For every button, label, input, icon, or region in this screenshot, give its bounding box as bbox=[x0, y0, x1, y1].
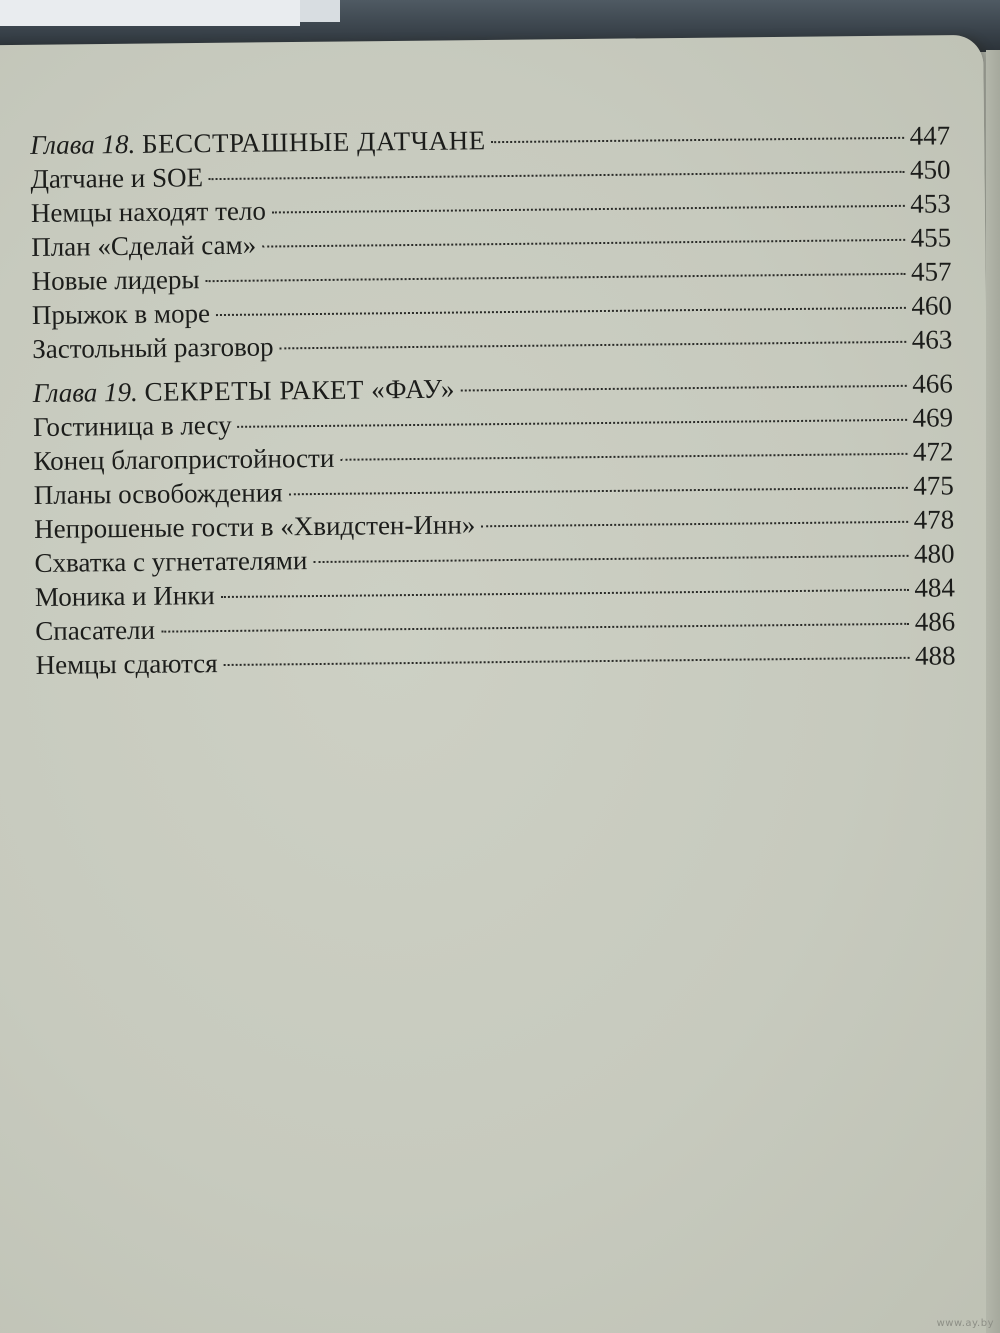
page-number: 450 bbox=[909, 154, 951, 185]
dot-leader bbox=[221, 589, 909, 598]
page-number: 484 bbox=[914, 572, 956, 603]
section-title: Планы освобождения bbox=[33, 477, 283, 510]
dot-leader bbox=[280, 341, 906, 350]
background-white-object bbox=[0, 0, 300, 26]
section-title: Немцы находят тело bbox=[30, 195, 267, 228]
dot-leader bbox=[492, 137, 904, 143]
background-gray-object bbox=[300, 0, 340, 22]
page-edge bbox=[986, 50, 1000, 1333]
chapter-heading: СЕКРЕТЫ РАКЕТ «ФАУ» bbox=[144, 373, 456, 407]
page-number: 480 bbox=[913, 538, 955, 569]
section-title: Моника и Инки bbox=[34, 580, 215, 612]
dot-leader bbox=[238, 419, 907, 428]
page-number: 469 bbox=[912, 402, 954, 433]
table-of-contents bbox=[30, 118, 956, 682]
page-number: 457 bbox=[910, 256, 952, 287]
page-number: 466 bbox=[912, 368, 953, 399]
page-number: 486 bbox=[914, 606, 956, 637]
section-title: Новые лидеры bbox=[31, 264, 200, 296]
dot-leader bbox=[209, 171, 904, 180]
section-title: Гостиница в лесу bbox=[32, 409, 232, 442]
dot-leader bbox=[289, 487, 908, 495]
chapter-18 bbox=[30, 118, 952, 366]
dot-leader bbox=[262, 239, 905, 248]
page-number: 478 bbox=[913, 504, 955, 535]
page-number: 472 bbox=[912, 436, 954, 467]
dot-leader bbox=[224, 657, 910, 666]
page-number: 455 bbox=[910, 222, 952, 253]
section-title: Прыжок в море bbox=[31, 298, 211, 330]
chapter-prefix: Глава 19. bbox=[32, 376, 138, 408]
chapter-title bbox=[30, 123, 486, 162]
chapter-title bbox=[33, 372, 455, 410]
section-title: План «Сделай сам» bbox=[31, 229, 257, 262]
dot-leader bbox=[216, 307, 905, 316]
page-number: 453 bbox=[910, 188, 951, 219]
page-number: 488 bbox=[914, 640, 956, 671]
dot-leader bbox=[206, 273, 906, 282]
page-number: 475 bbox=[913, 470, 954, 501]
dot-leader bbox=[161, 623, 909, 633]
dot-leader bbox=[481, 521, 907, 527]
watermark: www.ay.by bbox=[936, 1318, 994, 1329]
section-title: Застольный разговор bbox=[32, 331, 274, 364]
section-title: Датчане и SOE bbox=[30, 162, 204, 194]
section-title: Спасатели bbox=[35, 614, 156, 646]
section-title: Схватка с угнетателями bbox=[34, 545, 308, 578]
page-number: 463 bbox=[911, 324, 953, 355]
dot-leader bbox=[272, 205, 904, 214]
dot-leader bbox=[313, 555, 908, 563]
section-title: Непрошеные гости в «Хвидстен-Инн» bbox=[34, 509, 476, 544]
chapter-19 bbox=[33, 366, 956, 682]
dot-leader bbox=[340, 453, 907, 461]
dot-leader bbox=[461, 385, 906, 392]
chapter-prefix: Глава 18. bbox=[30, 128, 136, 160]
section-title: Конец благопристойности bbox=[33, 442, 335, 476]
section-title: Немцы сдаются bbox=[35, 648, 218, 680]
page-number: 460 bbox=[911, 290, 953, 321]
page-number: 447 bbox=[909, 120, 951, 151]
chapter-heading: БЕССТРАШНЫЕ ДАТЧАНЕ bbox=[141, 125, 486, 159]
